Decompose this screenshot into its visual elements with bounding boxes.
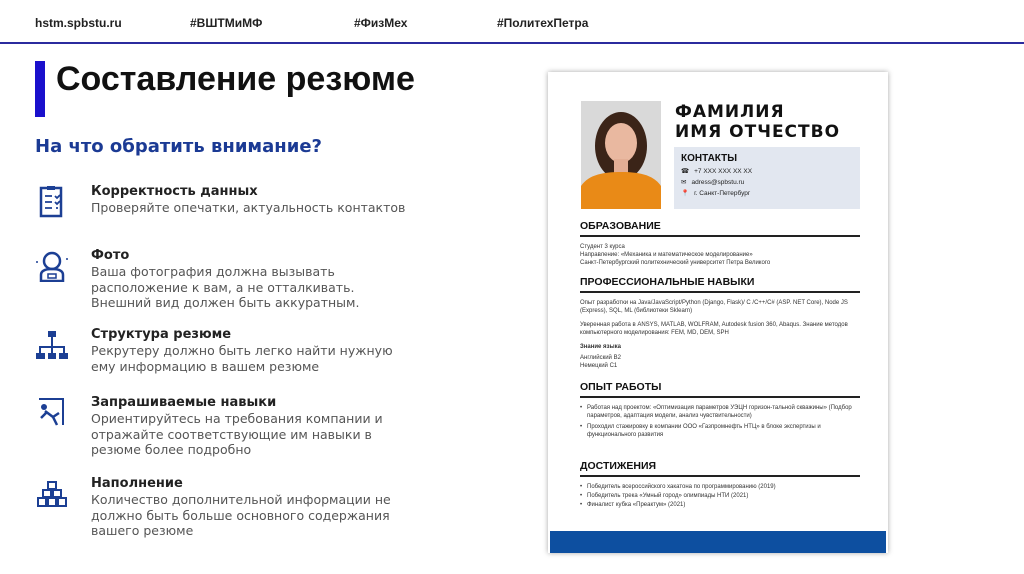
resume-footer-bar [550,531,886,553]
tip-text: Рекрутеру должно быть легко найти нужную ему информацию в вашем резюме [91,343,393,374]
gold-bars-pyramid-icon [35,476,69,510]
hierarchy-icon [35,327,69,361]
resume-experience: ОПЫТ РАБОТЫ • Работая над проектом: «Оптимизация параметров УЭЦН горизон-тальной скважины» (Подбор параметров, адаптация модели, анализ чувствительности) • Проходил стажировку в компании ООО «Газпромнефть НТЦ» в блоке экспертизы и функционального развития [580,381,860,442]
hashtag-politekh: #ПолитехПетра [497,16,589,30]
subtitle: На что обратить внимание? [35,136,322,157]
hashtag-vshtmimf: #ВШТМиМФ [190,16,263,30]
resume-name: ФАМИЛИЯ ИМЯ ОТЧЕСТВО [675,102,841,142]
hashtag-fizmekh: #ФизМех [354,16,408,30]
tip-heading: Корректность данных [91,184,258,199]
resume-contacts: КОНТАКТЫ ☎ +7 XXX XXX XX XX ✉ adress@spbstu.ru 📍 г. Санкт-Петербург [674,147,860,209]
tip-heading: Фото [91,248,130,263]
header-divider [0,42,1024,44]
astronaut-icon [35,248,69,282]
location-pin-icon: 📍 [681,190,690,197]
page-title: Составление резюме [56,60,415,98]
resume-education: ОБРАЗОВАНИЕ Студент 3 курса Направление: «Механика и математическое моделирование» Санкт-Петербургский политехнический университет Петра Великого [580,220,860,267]
site-link[interactable]: hstm.spbstu.ru [35,16,122,30]
climber-icon [35,395,69,429]
resume-achievements: ДОСТИЖЕНИЯ • Победитель всероссийского хакатона по программированию (2019) • Победитель трека «Умный город» олимпиады НТИ (2021) • Финалист кубка «Преактум» (2021) [580,460,860,512]
clipboard-checklist-icon [35,184,69,218]
mail-icon: ✉ [681,179,687,186]
resume-skills: ПРОФЕССИОНАЛЬНЫЕ НАВЫКИ Опыт разработки на Java/JavaScript/Python (Django, Flask)/ C /C++/C# (ASP. NET Core), Node JS (Express), SQL, ML (библиотеки Sklearn) Уверенная работа в ANSYS, MATLAB, WOLFRAM, Autodesk fusion 360, Abaqus. Знание методов компьютерного моделирования: FEM, MD, DEM, SPH Знание языка Английский В2 Немецкий С1 [580,276,860,370]
title-accent-bar [35,61,45,117]
tip-heading: Структура резюме [91,327,232,342]
tip-heading: Запрашиваемые навыки [91,395,277,410]
tip-text: Ваша фотография должна вызывать расположение к вам, а не отталкивать. Внешний вид должен быть аккуратным. [91,264,360,310]
tip-text: Количество дополнительной информации не должно быть больше основного содержания вашего резюме [91,492,391,538]
tip-text: Проверяйте опечатки, актуальность контактов [91,200,406,215]
resume-photo [581,101,661,209]
resume-example [548,72,888,553]
phone-icon: ☎ [681,168,690,175]
tip-heading: Наполнение [91,476,183,491]
tip-text: Ориентируйтесь на требования компании и отражайте соответствующие им навыки в резюме более подробно [91,411,383,457]
